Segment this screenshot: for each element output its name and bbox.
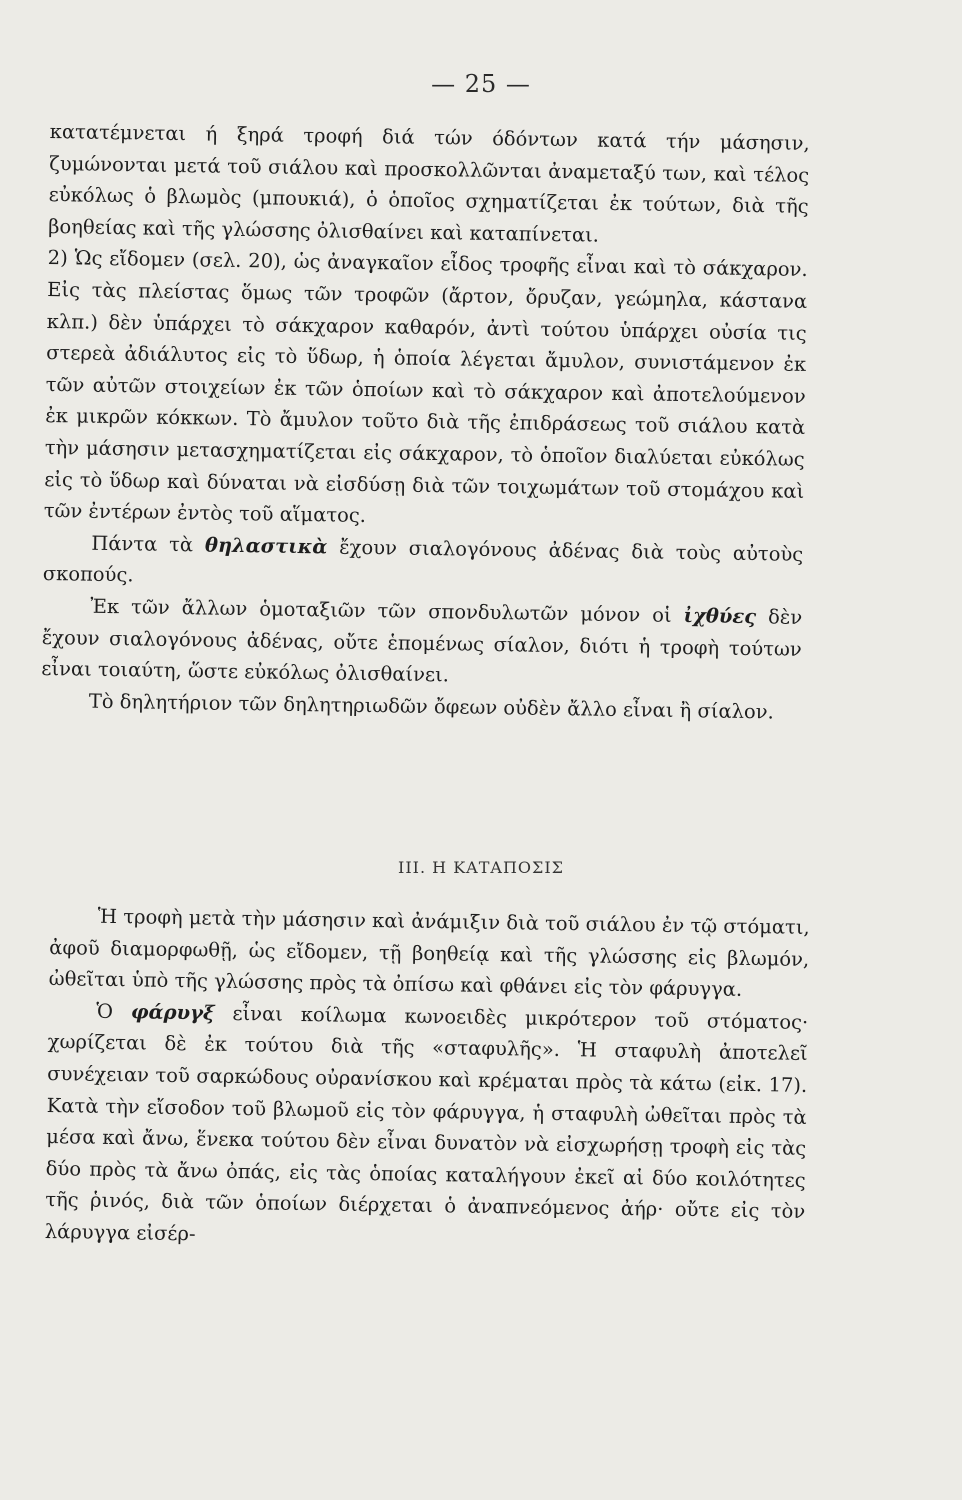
paragraph-swallowing: Ἡ τροφὴ μετὰ τὴν μάσησιν καὶ ἀνάμιξιν διὰ τοῦ σιάλου ἐν τῷ στόματι, ἀφοῦ διαμορφωθῇ, ὡς εἴδομεν, τῇ βοηθείᾳ καὶ τῆς γλώσσης εἰς βλωμόν, ὠθεῖται ὑπὸ τῆς γλώσσης πρὸς τὰ ὀπίσω καὶ φθάνει εἰς τὸν φάρυγγα.	[48, 904, 810, 1002]
text-block-lower	[45, 900, 810, 1259]
paragraph-pharynx-text-start: Ὁ	[96, 999, 132, 1024]
paragraph-mammals-text-start: Πάντα τὰ	[91, 531, 206, 557]
text-block-upper	[41, 116, 810, 728]
section-title: III. Η ΚΑΤΑΠΟΣΙΣ	[398, 858, 564, 877]
page-number: — 25 —	[431, 70, 531, 98]
term-mammals: θηλαστικὰ	[204, 533, 328, 559]
term-pharynx: φάρυγξ	[130, 1000, 215, 1025]
paragraph-pharynx	[45, 995, 809, 1260]
paragraph-mastication: κατατέμνεται ή ξηρά τροφή διά τών όδόντων κατά τήν μάσησιν, ζυμώνονται μετά τοῦ σιάλου καὶ προσκολλῶνται ἀναμεταξύ των, καὶ τέλος εὐκόλως ὁ βλωμὸς (μπουκιά), ὁ ὁποῖος σχηματίζεται ἐκ τούτων, διὰ τῆς βοηθείας καὶ τῆς γλώσσης ὀλισθαίνει καὶ καταπίνεται.	[48, 119, 810, 247]
term-fish: ἰχθύες	[683, 603, 757, 629]
paragraph-mammals	[43, 527, 804, 602]
paragraph-fish-text-end: δὲν ἔχουν σιαλογόνους ἀδένας, οὔτε ἑπομένως σίαλον, διότι ἡ τροφὴ τούτων εἶναι τοιαύτη, ὥστε εὐκόλως ὀλισθαίνει.	[41, 605, 803, 687]
paragraph-fish-text-start: Ἐκ τῶν ἄλλων ὁμοταξιῶν τῶν σπονδυλωτῶν μόνον οἱ	[90, 594, 684, 627]
paragraph-sugar-starch: 2) Ὡς εἴδομεν (σελ. 20), ὡς ἀναγκαῖον εἶδος τροφῆς εἶναι καὶ τὸ σάκχαρον. Εἰς τὰς πλείστας ὅμως τῶν τροφῶν (ἄρτον, ὄρυζαν, γεώμηλα, κάστανα κλπ.) δὲν ὑπάρχει τὸ σάκχαρον καθαρόν, ἀντὶ τούτου ὑπάρχει οὐσία τις στερεὰ ἀδιάλυτος εἰς τὸ ὕδωρ, ἡ ὁποία λέγεται ἄμυλον, συνιστάμενον ἐκ τῶν αὐτῶν στοιχείων ἐκ τῶν ὁποίων καὶ τὸ σάκχαρον καὶ ἀποτελούμενον ἐκ μικρῶν κόκκων. Τὸ ἄμυλον τοῦτο διὰ τῆς ἐπιδράσεως τοῦ σιάλου κατὰ τὴν μάσησιν μετασχηματίζεται εἰς σάκχαρον, τὸ ὁποῖον διαλύεται εὐκόλως εἰς τὸ ὕδωρ καὶ δύναται νὰ εἰσδύσῃ διὰ τῶν τοιχωμάτων τοῦ στομάχου καὶ τῶν ἐντέρων ἐντὸς τοῦ αἵματος.	[43, 246, 808, 528]
paragraph-mammals-text-end: ἔχουν σιαλογόνους ἀδένας διὰ τοὺς αὐτοὺς σκοπούς.	[42, 535, 804, 587]
paragraph-pharynx-text-end: εἶναι κοίλωμα κωνοειδὲς μικρότερον τοῦ στόματος· χωρίζεται δὲ ἐκ τούτου διὰ τῆς «σταφυλῆς». Ἡ σταφυλὴ ἀποτελεῖ συνέχειαν τοῦ σαρκώδους οὐρανίσκου καὶ κρέμαται πρὸς τὰ κάτω (εἰκ. 17). Κατὰ τὴν εἴσοδον τοῦ βλωμοῦ εἰς τὸν φάρυγγα, ἡ σταφυλὴ ὠθεῖται πρὸς τὰ μέσα καὶ ἄνω, ἕνεκα τούτου δὲν εἶναι δυνατὸν νὰ εἰσχωρήσῃ τροφὴ εἰς τὰς δύο πρὸς τὰ ἄνω ὀπάς, εἰς τὰς ὁποίας καταλήγουν ἐκεῖ αἱ δύο κοιλότητες τῆς ῥινός, διὰ τῶν ὁποίων διέρχεται ὁ ἀναπνεόμενος ἀήρ· οὔτε εἰς τὸν λάρυγγα εἰσέρ-	[44, 1001, 809, 1246]
paragraph-fish	[41, 590, 802, 697]
paragraph-venom: Τὸ δηλητήριον τῶν δηλητηριωδῶν ὄφεων οὐδὲν ἄλλο εἶναι ἢ σίαλον.	[88, 689, 774, 724]
